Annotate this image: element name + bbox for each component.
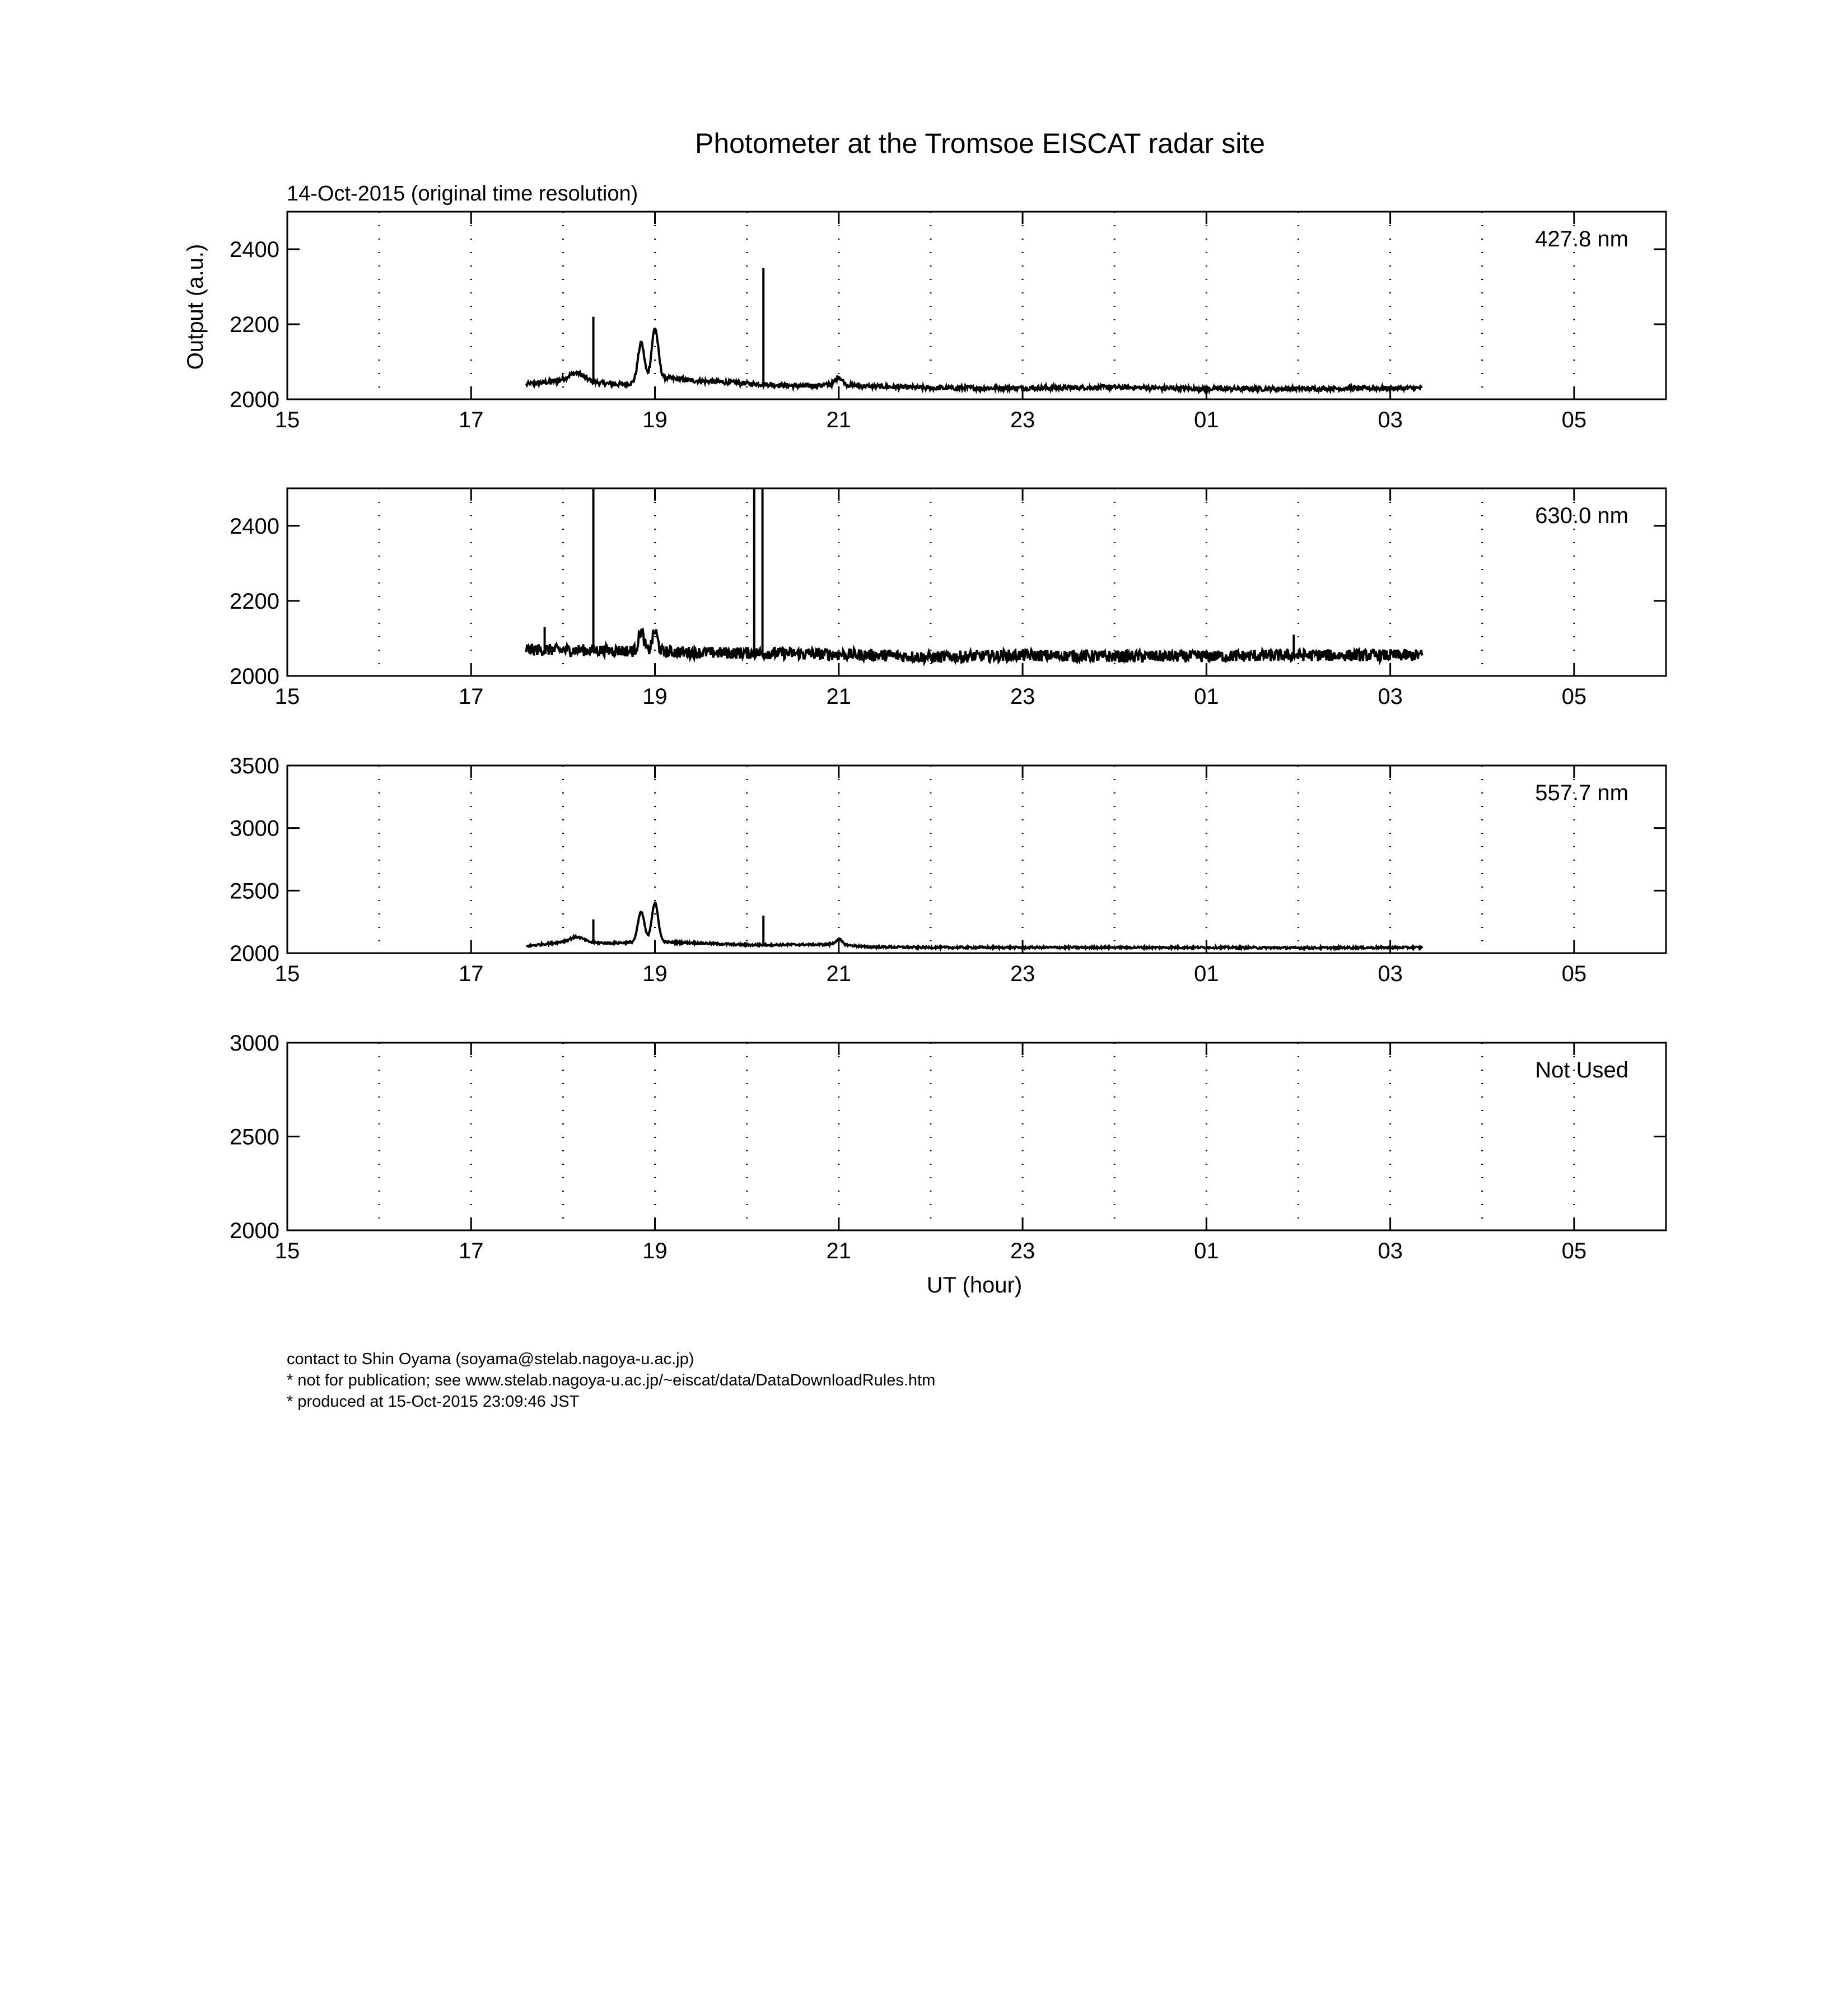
footer-rules: * not for publication; see www.stelab.nagoya-u.ac.jp/~eiscat/data/DataDownloadRules.htm — [287, 1371, 936, 1389]
panels-group — [230, 212, 1666, 1263]
y-tick-label: 2000 — [230, 1219, 279, 1243]
panel-4 — [230, 1031, 1666, 1263]
x-tick-label: 15 — [274, 408, 300, 432]
x-tick-label: 15 — [274, 1239, 300, 1263]
axes-frame — [287, 212, 1666, 399]
panel-3 — [230, 754, 1666, 986]
y-axis-label: Output (a.u.) — [183, 244, 208, 370]
y-tick-label: 2200 — [230, 589, 279, 614]
data-series-line — [526, 329, 1422, 391]
panel-wavelength-label: 557.7 nm — [1535, 781, 1628, 805]
x-tick-label: 19 — [642, 1239, 668, 1263]
panel-wavelength-label: Not Used — [1535, 1058, 1628, 1082]
x-tick-label: 03 — [1378, 408, 1403, 432]
y-tick-label: 2000 — [230, 388, 279, 412]
footer-produced: * produced at 15-Oct-2015 23:09:46 JST — [287, 1393, 580, 1411]
footer-contact: contact to Shin Oyama (soyama@stelab.nagoya-u.ac.jp) — [287, 1350, 694, 1368]
x-tick-label: 21 — [826, 408, 852, 432]
axes-frame — [287, 488, 1666, 676]
x-tick-label: 15 — [274, 962, 300, 986]
x-tick-label: 23 — [1010, 408, 1035, 432]
x-tick-label: 05 — [1561, 962, 1587, 986]
axes-frame — [287, 1043, 1666, 1230]
x-tick-label: 05 — [1561, 684, 1587, 709]
panel-1 — [230, 212, 1666, 432]
y-tick-label: 2400 — [230, 237, 279, 262]
x-tick-label: 23 — [1010, 684, 1035, 709]
x-tick-label: 05 — [1561, 1239, 1587, 1263]
y-tick-label: 2000 — [230, 941, 279, 966]
x-tick-label: 23 — [1010, 1239, 1035, 1263]
x-tick-label: 21 — [826, 684, 852, 709]
x-tick-label: 17 — [459, 1239, 484, 1263]
x-tick-label: 21 — [826, 962, 852, 986]
x-tick-label: 15 — [274, 684, 300, 709]
y-tick-label: 2400 — [230, 514, 279, 539]
x-tick-label: 03 — [1378, 1239, 1403, 1263]
x-tick-label: 19 — [642, 684, 668, 709]
x-tick-label: 17 — [459, 408, 484, 432]
x-tick-label: 17 — [459, 684, 484, 709]
x-tick-label: 17 — [459, 962, 484, 986]
x-tick-label: 01 — [1194, 684, 1219, 709]
y-tick-label: 3000 — [230, 816, 279, 841]
x-tick-label: 23 — [1010, 962, 1035, 986]
y-tick-label: 2500 — [230, 879, 279, 904]
x-tick-label: 03 — [1378, 962, 1403, 986]
y-tick-label: 3000 — [230, 1031, 279, 1056]
y-tick-label: 2000 — [230, 664, 279, 689]
y-tick-label: 2500 — [230, 1124, 279, 1150]
panel-wavelength-label: 427.8 nm — [1535, 227, 1628, 251]
x-tick-label: 01 — [1194, 1239, 1219, 1263]
axes-frame — [287, 766, 1666, 953]
x-tick-label: 01 — [1194, 408, 1219, 432]
x-tick-label: 05 — [1561, 408, 1587, 432]
x-tick-label: 21 — [826, 1239, 852, 1263]
panel-2 — [230, 488, 1666, 709]
y-tick-label: 2200 — [230, 312, 279, 337]
x-tick-label: 19 — [642, 962, 668, 986]
data-series-line — [526, 629, 1422, 663]
x-tick-label: 01 — [1194, 962, 1219, 986]
data-series-line — [526, 903, 1422, 949]
chart-subtitle: 14-Oct-2015 (original time resolution) — [287, 182, 638, 206]
chart-title: Photometer at the Tromsoe EISCAT radar site — [694, 128, 1266, 159]
x-axis-label: UT (hour) — [926, 1273, 1023, 1298]
footer-notes — [287, 1348, 935, 1412]
x-tick-label: 19 — [642, 408, 668, 432]
x-tick-label: 03 — [1378, 684, 1403, 709]
y-tick-label: 3500 — [230, 754, 279, 778]
panel-wavelength-label: 630.0 nm — [1535, 503, 1628, 528]
